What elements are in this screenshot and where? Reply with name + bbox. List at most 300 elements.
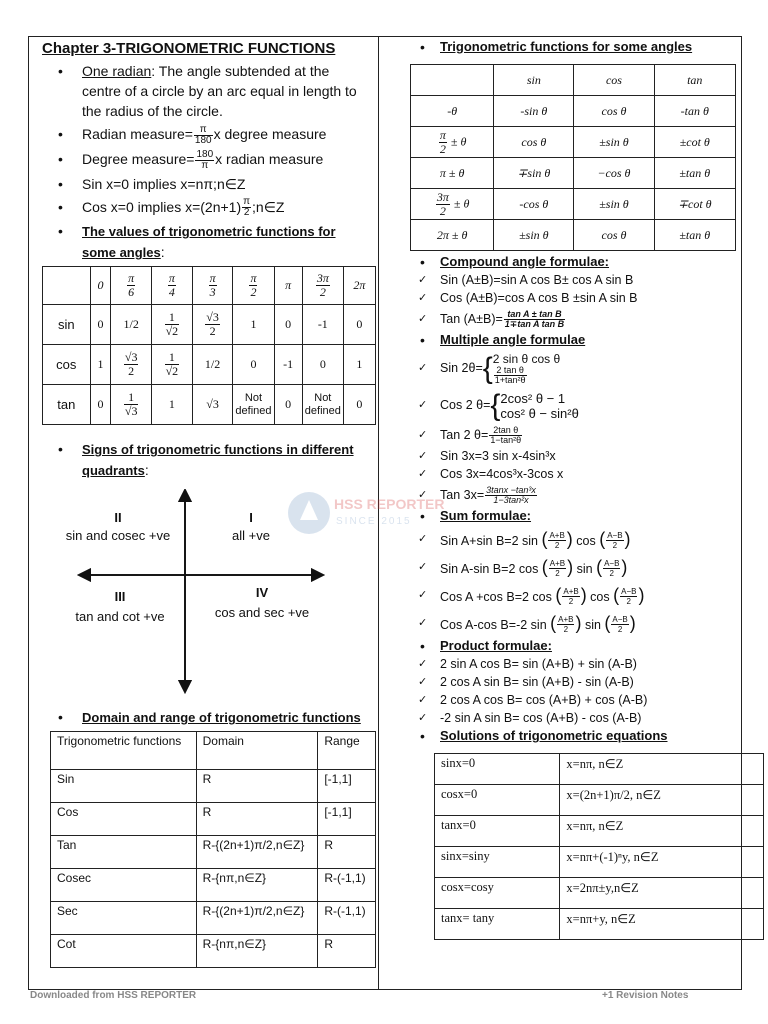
- radian-label: One radian: [82, 63, 152, 79]
- quadrant-2-text: sin and cosec +ve: [65, 528, 171, 544]
- signs-heading: Signs of trigonometric functions in different quadrants: [82, 442, 354, 479]
- watermark-brand: HSS REPORTER: [334, 496, 445, 512]
- fraction-num: A+B: [549, 558, 566, 568]
- brace: {: [482, 351, 493, 385]
- fraction-den: 4: [168, 285, 175, 300]
- radian-measure-post: x degree measure: [213, 126, 327, 142]
- table-header-row: [43, 267, 376, 305]
- list-item: [410, 331, 736, 349]
- header-cell: tan: [654, 65, 735, 96]
- table-cell: Cosec: [51, 869, 197, 902]
- paren: (: [604, 613, 611, 633]
- table-cell: R-{nπ,n∈Z}: [196, 869, 318, 902]
- table-cell: R: [318, 836, 376, 869]
- domain-list: [36, 707, 372, 728]
- fraction-den: 2: [250, 285, 257, 300]
- paren: ): [638, 585, 645, 605]
- table-cell: ±sin θ: [574, 127, 654, 158]
- fraction-num: 3π: [316, 271, 329, 286]
- paren: (: [596, 557, 603, 577]
- table-cell: [111, 345, 152, 385]
- list-item: [36, 124, 372, 146]
- quadrant-2: [58, 509, 178, 545]
- header-cell: sin: [494, 65, 574, 96]
- radian-text: : The angle subtended at the centre of a circle by an arc equal in length to the radius of the circle.: [82, 63, 357, 119]
- fraction: [549, 559, 566, 578]
- table-row: [51, 935, 376, 968]
- table-row: [51, 836, 376, 869]
- fraction-den: 2: [439, 141, 446, 156]
- table-cell: -1: [302, 305, 343, 345]
- fraction: [611, 615, 628, 634]
- table-row: [435, 878, 764, 909]
- table-row: [435, 847, 764, 878]
- list-item: [410, 423, 736, 447]
- list-item: [36, 149, 372, 171]
- table-cell: 0: [90, 305, 111, 345]
- table-cell: R: [196, 770, 318, 803]
- fraction-num: 2 tan θ: [494, 366, 527, 376]
- signs-colon: :: [144, 462, 149, 479]
- list-item: [410, 387, 736, 423]
- fraction-den: 2: [563, 624, 569, 634]
- signs-list: [36, 439, 372, 481]
- table-cell: R-{nπ,n∈Z}: [196, 935, 318, 968]
- tan2-pre: Tan 2 θ=: [440, 428, 489, 442]
- table-cell: 0: [274, 305, 302, 345]
- table-cell: R: [196, 803, 318, 836]
- quadrant-1-num: I: [249, 510, 253, 526]
- row-label: tan: [43, 385, 91, 425]
- fraction: [316, 272, 330, 299]
- fraction: [439, 129, 447, 156]
- paren: ): [621, 557, 628, 577]
- angle-suffix: ± θ: [450, 195, 470, 210]
- table-cell: 1/2: [192, 345, 233, 385]
- fraction-den: 1+tan²θ: [494, 375, 526, 386]
- watermark-since: SINCE 2015: [336, 516, 412, 527]
- fraction: [489, 426, 522, 445]
- table-cell: cosx=cosy: [435, 878, 560, 909]
- sum-formulae: [410, 525, 736, 637]
- table-cell: [111, 385, 152, 425]
- fraction: [485, 486, 537, 505]
- sin2-pre: Sin 2θ=: [440, 361, 483, 375]
- table-row: [43, 345, 376, 385]
- compound-tan-pre: Tan (A±B)=: [440, 312, 503, 326]
- paren: ): [566, 529, 573, 549]
- cos2-case-b: cos² θ − sin²θ: [500, 405, 579, 421]
- sum-mid: cos: [572, 534, 600, 548]
- fraction-den: √3: [124, 404, 138, 419]
- table-cell: -tan θ: [654, 96, 735, 127]
- table-cell: x=2nπ±y,n∈Z: [560, 878, 764, 909]
- paren: ): [624, 529, 631, 549]
- table-row: [435, 816, 764, 847]
- table-row: [43, 305, 376, 345]
- sin3-text: Sin 3x=3 sin x-4sin³x: [440, 449, 556, 463]
- multiple-heading: Multiple angle formulae: [440, 332, 586, 347]
- table-row: [411, 189, 736, 220]
- fraction-num: A−B: [607, 530, 623, 540]
- paren-fraction: [596, 557, 627, 577]
- footer-title: +1 Revision Notes: [602, 990, 689, 1001]
- sin-zero-text: Sin x=0 implies x=nπ;n∈Z: [82, 175, 246, 192]
- header-cell: cos: [574, 65, 654, 96]
- sin2-case-a: 2 sin θ cos θ: [492, 352, 561, 367]
- fraction-den: 2: [243, 207, 250, 219]
- table-row: [51, 902, 376, 935]
- table-cell: 0: [274, 385, 302, 425]
- definitions-list: [36, 61, 372, 263]
- header-cell: [302, 267, 343, 305]
- paren: (: [613, 585, 620, 605]
- fraction-num: √3: [206, 310, 219, 325]
- fraction: [124, 391, 139, 418]
- fraction: [195, 150, 214, 171]
- fraction: [165, 351, 180, 378]
- sum-pre: Cos A-cos B=-2 sin: [440, 618, 551, 632]
- table-row: [411, 96, 736, 127]
- fraction: [562, 587, 579, 606]
- fraction: [242, 197, 251, 218]
- quadrant-4-num: IV: [255, 585, 269, 601]
- fraction-den: 2: [439, 203, 446, 218]
- fraction: [606, 531, 623, 550]
- table-cell: 1: [233, 305, 274, 345]
- table-cell: x=(2n+1)π/2, n∈Z: [560, 785, 764, 816]
- fraction-den: 6: [128, 285, 135, 300]
- table-row: [51, 803, 376, 836]
- paren-fraction: [613, 585, 644, 605]
- table-cell: Sec: [51, 902, 197, 935]
- paren: ): [629, 613, 636, 633]
- table-cell: 0: [302, 345, 343, 385]
- fraction-den: 2: [555, 568, 560, 578]
- fraction: [548, 531, 565, 550]
- header-cell: [411, 65, 494, 96]
- quadrant-4: [200, 583, 324, 623]
- header-cell: [233, 267, 274, 305]
- fraction-den: 180: [194, 134, 212, 146]
- fraction-den: 2: [209, 324, 216, 339]
- table-cell: R-(-1,1): [318, 869, 376, 902]
- table-cell: [192, 305, 233, 345]
- table-cell: x=nπ, n∈Z: [560, 754, 764, 785]
- paren: (: [599, 529, 606, 549]
- table-cell: 1: [90, 345, 111, 385]
- sum-pre: Cos A +cos B=2 cos: [440, 590, 556, 604]
- fraction: [504, 310, 565, 329]
- product-2: 2 cos A sin B= sin (A+B) - sin (A-B): [440, 675, 634, 689]
- cos2-pre: Cos 2 θ=: [440, 398, 491, 412]
- cos2-case-a: 2cos² θ − 1: [500, 390, 566, 406]
- list-item: [410, 655, 736, 673]
- table-cell: ±tan θ: [654, 220, 735, 251]
- solutions-heading: Solutions of trigonometric equations: [440, 728, 668, 743]
- header-cell: Trigonometric functions: [51, 732, 197, 770]
- header-cell: π: [274, 267, 302, 305]
- table-cell: Not defined: [302, 385, 343, 425]
- table-cell: R: [318, 935, 376, 968]
- brace: {: [490, 388, 501, 422]
- fraction-den: 2: [609, 568, 614, 578]
- table-row: [51, 770, 376, 803]
- product-4: -2 sin A sin B= cos (A+B) - cos (A-B): [440, 711, 642, 725]
- fraction-den: 2: [554, 540, 560, 550]
- list-item: [36, 174, 372, 194]
- fraction-num: π: [168, 271, 175, 286]
- header-cell: [152, 267, 193, 305]
- cos3-text: Cos 3x=4cos³x-3cos x: [440, 467, 564, 481]
- compound-cos: Cos (A±B)=cos A cos B ±sin A sin B: [440, 291, 638, 305]
- fraction: [603, 559, 620, 578]
- paren-fraction: [542, 557, 573, 577]
- table-cell: [152, 305, 193, 345]
- fraction: [620, 587, 637, 606]
- table-cell: -cos θ: [494, 189, 574, 220]
- table-cell: -sin θ: [494, 96, 574, 127]
- fraction-num: A−B: [604, 558, 620, 568]
- fraction-den: √2: [165, 324, 179, 339]
- table-cell: Not defined: [233, 385, 274, 425]
- list-item: [36, 707, 372, 728]
- fraction-num: π: [439, 127, 446, 142]
- paren: ): [567, 557, 574, 577]
- list-item: [410, 553, 736, 581]
- angles-heading: Trigonometric functions for some angles: [440, 39, 693, 54]
- table-header-row: [51, 732, 376, 770]
- fraction: [168, 272, 176, 299]
- fraction: [124, 351, 139, 378]
- table-cell: 0: [233, 345, 274, 385]
- table-cell: 0: [343, 385, 375, 425]
- list-item: [410, 447, 736, 465]
- header-cell: [192, 267, 233, 305]
- fraction-num: √3: [124, 350, 138, 365]
- quadrant-2-num: II: [114, 510, 122, 526]
- list-item: [410, 727, 736, 745]
- paren: ): [575, 613, 582, 633]
- fraction-num: 1: [165, 351, 180, 365]
- list-item: [410, 581, 736, 609]
- sum-heading: Sum formulae:: [440, 508, 532, 523]
- fraction-num: A+B: [558, 614, 574, 624]
- table-cell: ±sin θ: [494, 220, 574, 251]
- fraction-num: π: [243, 196, 251, 208]
- fraction-den: 1−3tan²x: [493, 495, 529, 506]
- table-cell: 0: [343, 305, 375, 345]
- list-item: [36, 197, 372, 219]
- table-cell: -θ: [411, 96, 494, 127]
- list-item: [410, 271, 736, 289]
- fraction-den: 2: [612, 540, 618, 550]
- table-cell: Tan: [51, 836, 197, 869]
- list-item: [410, 709, 736, 727]
- list-item: [410, 349, 736, 387]
- fraction-den: 2: [128, 364, 135, 379]
- table-cell: 1: [152, 385, 193, 425]
- list-item: [410, 637, 736, 655]
- fraction-den: 2: [626, 596, 631, 606]
- compound-sin: Sin (A±B)=sin A cos B± cos A sin B: [440, 273, 634, 287]
- domain-range-table: [50, 731, 376, 968]
- values-colon: :: [160, 244, 165, 261]
- table-cell: 0: [90, 385, 111, 425]
- table-cell: x=nπ, n∈Z: [560, 816, 764, 847]
- fraction: [436, 191, 450, 218]
- paren-fraction: [550, 613, 581, 633]
- table-header-row: [411, 65, 736, 96]
- fraction-num: 2tan θ: [489, 426, 522, 436]
- table-cell: R-{(2n+1)π/2,n∈Z}: [196, 902, 318, 935]
- fraction-den: 2: [568, 596, 574, 606]
- header-cell: Range: [318, 732, 376, 770]
- fraction-num: tan A ± tan B: [504, 310, 565, 320]
- table-cell: [-1,1]: [318, 770, 376, 803]
- angles-table: [410, 64, 736, 251]
- list-item: [410, 307, 736, 331]
- fraction: [194, 125, 213, 146]
- table-row: [51, 869, 376, 902]
- list-item: [410, 609, 736, 637]
- table-cell: 1: [343, 345, 375, 385]
- fraction-den: √2: [165, 364, 179, 379]
- sum-pre: Sin A+sin B=2 sin: [440, 534, 542, 548]
- table-cell: Cos: [51, 803, 197, 836]
- fraction: [249, 272, 257, 299]
- footer-source: Downloaded from HSS REPORTER: [30, 990, 197, 1001]
- fraction-num: 3π: [436, 189, 449, 204]
- list-item: [36, 221, 372, 263]
- header-cell: 2π: [343, 267, 375, 305]
- fraction-den: 2: [617, 624, 623, 634]
- header-cell: Domain: [196, 732, 318, 770]
- product-heading: Product formulae:: [440, 638, 552, 653]
- fraction-den: 3: [209, 285, 216, 300]
- values-heading: The values of trigonometric functions for some angles: [82, 224, 336, 261]
- paren-fraction: [555, 585, 586, 605]
- table-row: [411, 127, 736, 158]
- solutions-table: [434, 753, 764, 940]
- fraction-den: 1∓tan A tan B: [504, 319, 565, 330]
- fraction: [557, 615, 574, 634]
- table-cell: [411, 189, 494, 220]
- degree-measure-pre: Degree measure=: [82, 150, 195, 167]
- table-cell: 2π ± θ: [411, 220, 494, 251]
- list-item: [410, 673, 736, 691]
- quadrant-1: [216, 509, 286, 545]
- fraction-den: π: [201, 159, 209, 171]
- table-cell: 1/2: [111, 305, 152, 345]
- paren: (: [550, 613, 557, 633]
- sum-pre: Sin A-sin B=2 cos: [440, 562, 542, 576]
- sum-mid: sin: [573, 562, 597, 576]
- fraction: [205, 311, 220, 338]
- tan3-pre: Tan 3x=: [440, 488, 485, 502]
- fraction-den: 2: [319, 285, 326, 300]
- cos-zero-pre: Cos x=0 implies x=(2n+1): [82, 198, 242, 215]
- table-cell: cos θ: [574, 96, 654, 127]
- product-3: 2 cos A cos B= cos (A+B) + cos (A-B): [440, 693, 648, 707]
- angle-suffix: ± θ: [447, 133, 467, 148]
- header-cell: [111, 267, 152, 305]
- watermark-logo-icon: [286, 490, 332, 536]
- paren-fraction: [541, 529, 572, 549]
- fraction-den: 1−tan²θ: [490, 435, 522, 446]
- fraction-num: 1: [165, 311, 180, 325]
- list-item: [36, 61, 372, 121]
- list-item: [410, 38, 736, 56]
- chapter-title: Chapter 3-TRIGONOMETRIC FUNCTIONS: [42, 40, 336, 57]
- table-cell: x=nπ+y, n∈Z: [560, 909, 764, 940]
- table-cell: tanx= tany: [435, 909, 560, 940]
- radian-measure-pre: Radian measure=: [82, 126, 193, 142]
- table-cell: R-(-1,1): [318, 902, 376, 935]
- table-cell: cosx=0: [435, 785, 560, 816]
- table-cell: R-{(2n+1)π/2,n∈Z}: [196, 836, 318, 869]
- fraction-num: 3tanx −tan³x: [486, 485, 536, 496]
- fraction: [209, 272, 217, 299]
- quadrant-3-num: III: [114, 589, 126, 605]
- table-cell: ∓cot θ: [654, 189, 735, 220]
- table-cell: ±sin θ: [574, 189, 654, 220]
- table-cell: sinx=0: [435, 754, 560, 785]
- table-cell: tanx=0: [435, 816, 560, 847]
- fraction-num: π: [250, 271, 257, 286]
- table-row: [435, 754, 764, 785]
- table-cell: √3: [192, 385, 233, 425]
- paren: ): [580, 585, 587, 605]
- paren: (: [541, 529, 548, 549]
- row-label: cos: [43, 345, 91, 385]
- table-row: [411, 220, 736, 251]
- table-cell: −cos θ: [574, 158, 654, 189]
- fraction: [127, 272, 135, 299]
- list-item: [36, 439, 372, 481]
- fraction-num: A−B: [621, 586, 637, 596]
- fraction-num: π: [128, 271, 135, 286]
- sin2-cases: [493, 352, 560, 385]
- fraction: [165, 311, 180, 338]
- fraction: [494, 366, 527, 385]
- list-item: [410, 465, 736, 483]
- fraction-num: π: [209, 271, 216, 286]
- table-cell: ∓sin θ: [494, 158, 574, 189]
- table-cell: ±cot θ: [654, 127, 735, 158]
- table-cell: -1: [274, 345, 302, 385]
- table-cell: ±tan θ: [654, 158, 735, 189]
- compound-heading: Compound angle formulae:: [440, 254, 609, 269]
- table-cell: x=nπ+(-1)ⁿy, n∈Z: [560, 847, 764, 878]
- list-item: [410, 253, 736, 271]
- quadrant-1-text: all +ve: [232, 528, 270, 544]
- cos2-cases: [500, 391, 578, 421]
- paren-fraction: [599, 529, 630, 549]
- list-item: [410, 289, 736, 307]
- table-cell: [152, 345, 193, 385]
- table-row: [43, 385, 376, 425]
- table-row: [411, 158, 736, 189]
- sum-mid: sin: [581, 618, 605, 632]
- quadrant-3-text: tan and cot +ve: [75, 609, 165, 625]
- row-label: sin: [43, 305, 91, 345]
- table-cell: π ± θ: [411, 158, 494, 189]
- paren: (: [555, 585, 562, 605]
- product-1: 2 sin A cos B= sin (A+B) + sin (A-B): [440, 657, 637, 671]
- values-table: [42, 266, 376, 425]
- header-cell: 0: [90, 267, 111, 305]
